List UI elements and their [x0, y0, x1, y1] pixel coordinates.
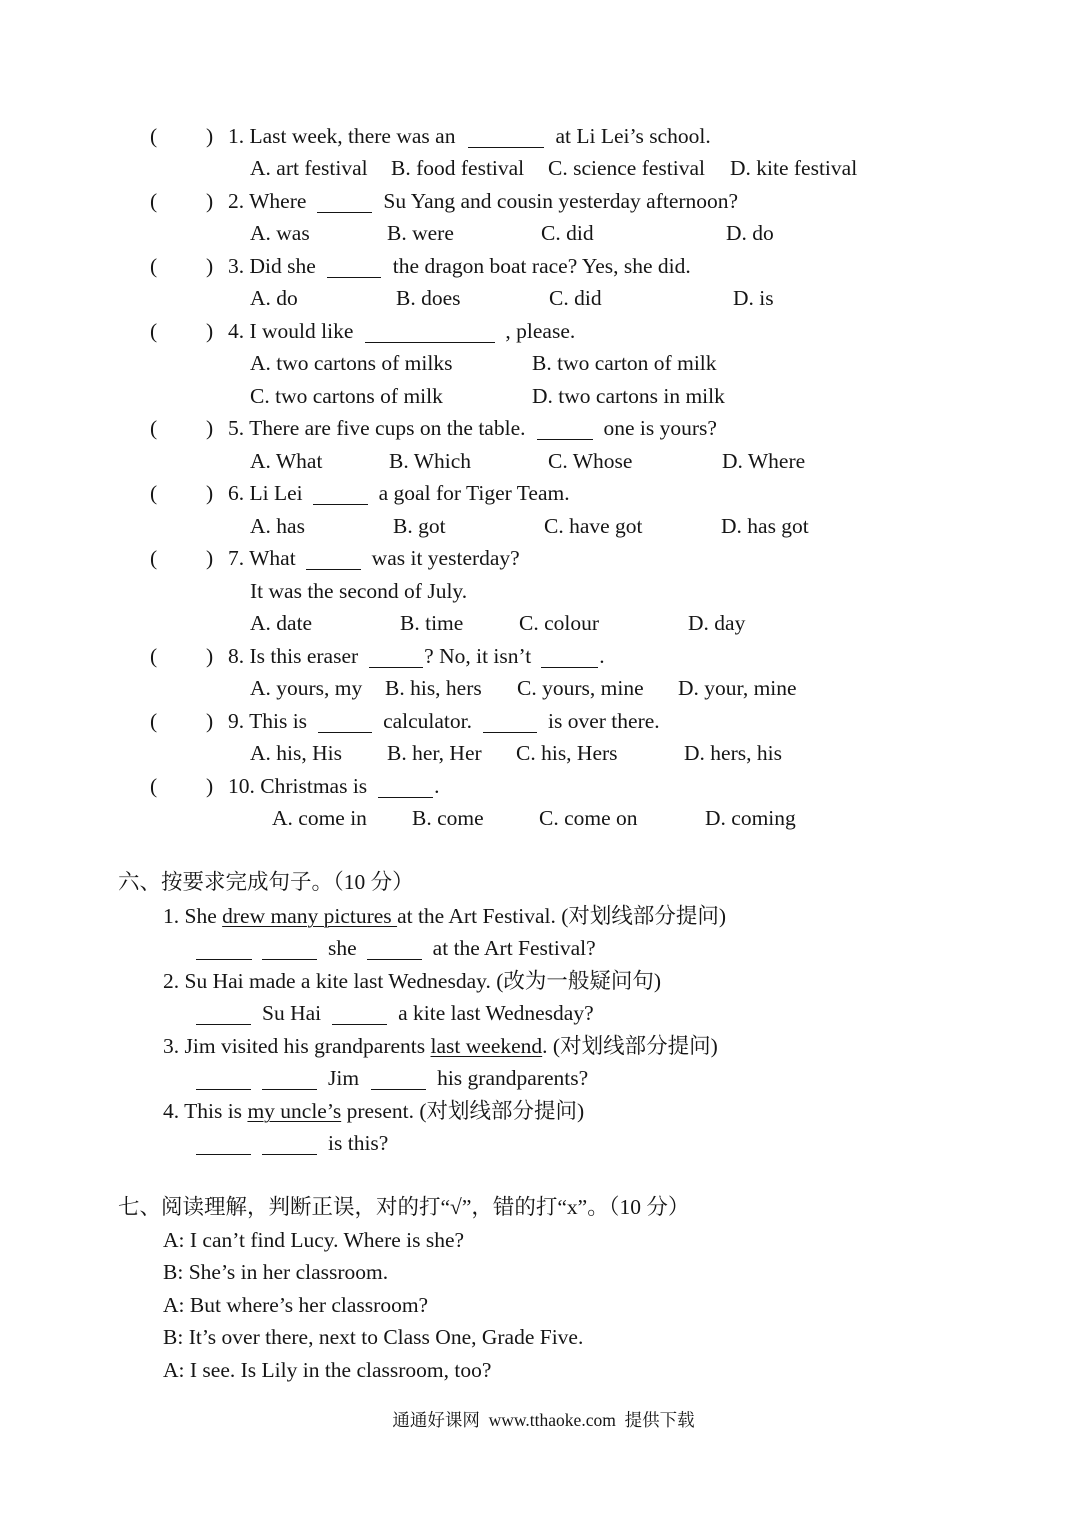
rewrite-sentence: [163, 903, 726, 929]
footer-site-name: 通通好课网: [392, 1410, 480, 1430]
answer-blank: [262, 1071, 317, 1090]
answer-bracket-open: (: [150, 254, 158, 278]
answer-line: [196, 935, 596, 961]
question-part: a goal for Tiger Team.: [378, 481, 570, 505]
answer-blank: [196, 1136, 251, 1155]
dialogue-line: [0, 1324, 1087, 1350]
option-d: D. your, mine: [678, 676, 797, 700]
sentence-text: at the Art Festival. (对划线部分提问): [397, 904, 727, 928]
answer-blank: [318, 714, 372, 733]
question-2: [0, 188, 1087, 214]
option-a: A. art festival: [250, 156, 368, 180]
rewrite-answer-3: [0, 1065, 1087, 1091]
question-4-options-row-1: [0, 350, 1087, 376]
answer-bracket-close: ): [206, 481, 214, 505]
option-b: B. her, Her: [387, 741, 482, 765]
question-part: ? No, it isn’t: [424, 644, 532, 668]
answer-blank: [196, 1071, 251, 1090]
rewrite-sentence: 2. Su Hai made a kite last Wednesday. (改为一般疑问句): [163, 969, 662, 993]
sentence-text: 3. Jim visited his grandparents: [163, 1034, 431, 1058]
answer-blank: [196, 1006, 251, 1025]
answer-blank: [313, 486, 368, 505]
answer-bracket-open: (: [150, 319, 158, 343]
question-part: 6. Li Lei: [228, 481, 303, 505]
question-8: [0, 643, 1087, 669]
dialogue-line: [0, 1292, 1087, 1318]
answer-blank: [327, 259, 381, 278]
rewrite-answer-1: [0, 935, 1087, 961]
option-c: C. did: [549, 286, 602, 310]
answer-line: [196, 1065, 588, 1091]
question-text: [228, 253, 691, 279]
option-d: D. do: [726, 221, 774, 245]
option-c: C. yours, mine: [517, 676, 644, 700]
question-part: calculator.: [383, 709, 473, 733]
question-3: [0, 253, 1087, 279]
footer-url: www.tthaoke.com: [488, 1410, 616, 1430]
question-1: [0, 123, 1087, 149]
answer-blank: [541, 649, 598, 668]
answer-text: Su Hai: [262, 1001, 322, 1025]
option-d: D. coming: [705, 806, 796, 830]
underlined-phrase: my uncle’s: [247, 1099, 342, 1123]
question-9: [0, 708, 1087, 734]
question-part: 8. Is this eraser: [228, 644, 359, 668]
question-text: [228, 318, 575, 344]
answer-bracket-open: (: [150, 774, 158, 798]
answer-blank: [483, 714, 537, 733]
answer-line: [196, 1130, 388, 1156]
answer-bracket-open: (: [150, 124, 158, 148]
question-part: 3. Did she: [228, 254, 316, 278]
dialogue-text: B: She’s in her classroom.: [163, 1260, 389, 1284]
answer-text: is this?: [328, 1131, 389, 1155]
answer-blank: [196, 941, 252, 960]
question-10-options: [0, 805, 1087, 831]
reply-line: It was the second of July.: [250, 579, 468, 603]
answer-blank: [371, 1071, 426, 1090]
section-heading: 七、阅读理解，判断正误，对的打“√”，错的打“x”。（10 分）: [118, 1195, 690, 1219]
option-d: D. kite festival: [730, 156, 858, 180]
answer-blank: [367, 941, 422, 960]
answer-blank: [537, 421, 593, 440]
question-text: [228, 545, 520, 571]
answer-blank: [262, 1136, 317, 1155]
question-part: 10. Christmas is: [228, 774, 368, 798]
answer-bracket-close: ): [206, 254, 214, 278]
option-a: A. come in: [272, 806, 367, 830]
question-6: [0, 480, 1087, 506]
question-4-options-row-2: [0, 383, 1087, 409]
option-a: A. What: [250, 449, 323, 473]
answer-blank: [468, 129, 544, 148]
answer-bracket-open: (: [150, 481, 158, 505]
dialogue-text: A: I see. Is Lily in the classroom, too?: [163, 1358, 492, 1382]
option-b: B. got: [393, 514, 446, 538]
question-part: 2. Where: [228, 189, 307, 213]
dialogue-line: [0, 1227, 1087, 1253]
question-text: [228, 415, 717, 441]
question-2-options: [0, 220, 1087, 246]
question-part: 1. Last week, there was an: [228, 124, 456, 148]
answer-blank: [306, 551, 361, 570]
option-c: C. science festival: [548, 156, 706, 180]
option-d: D. Where: [722, 449, 806, 473]
question-text: [228, 123, 711, 149]
question-part: one is yours?: [603, 416, 717, 440]
answer-text: at the Art Festival?: [432, 936, 596, 960]
question-7-options: [0, 610, 1087, 636]
option-c: C. his, Hers: [516, 741, 618, 765]
rewrite-item-2: [0, 968, 1087, 994]
answer-bracket-open: (: [150, 546, 158, 570]
question-part: Su Yang and cousin yesterday afternoon?: [383, 189, 739, 213]
question-5: [0, 415, 1087, 441]
question-part: .: [434, 774, 440, 798]
dialogue-text: A: But where’s her classroom?: [163, 1293, 429, 1317]
question-text: [228, 773, 440, 799]
sentence-text: 4. This is: [163, 1099, 248, 1123]
answer-bracket-close: ): [206, 319, 214, 343]
question-7: [0, 545, 1087, 571]
option-d: D. hers, his: [684, 741, 782, 765]
page-footer: [0, 1407, 1087, 1433]
question-part: 5. There are five cups on the table.: [228, 416, 526, 440]
option-c: C. colour: [519, 611, 600, 635]
footer-note: 提供下载: [624, 1410, 695, 1430]
option-d: D. is: [733, 286, 774, 310]
answer-bracket-open: (: [150, 189, 158, 213]
question-4: [0, 318, 1087, 344]
question-7-reply: [0, 578, 1087, 604]
question-6-options: [0, 513, 1087, 539]
answer-text: his grandparents?: [437, 1066, 589, 1090]
answer-blank: [369, 649, 423, 668]
sentence-text: 1. She: [163, 904, 223, 928]
option-b: B. two carton of milk: [532, 351, 717, 375]
sentence-text: . (对划线部分提问): [542, 1034, 718, 1058]
section-heading: 六、按要求完成句子。（10 分）: [118, 870, 414, 894]
question-part: 7. What: [228, 546, 296, 570]
question-part: at Li Lei’s school.: [555, 124, 711, 148]
rewrite-sentence: [163, 1033, 718, 1059]
option-c: C. two cartons of milk: [250, 384, 443, 408]
answer-bracket-close: ): [206, 546, 214, 570]
option-b: B. were: [387, 221, 454, 245]
answer-bracket-close: ): [206, 709, 214, 733]
option-c: C. come on: [539, 806, 638, 830]
answer-bracket-close: ): [206, 189, 214, 213]
question-3-options: [0, 285, 1087, 311]
answer-line: [196, 1000, 594, 1026]
option-a: A. date: [250, 611, 313, 635]
rewrite-item-1: [0, 903, 1087, 929]
underlined-phrase: drew many pictures: [222, 904, 398, 928]
question-text: [228, 480, 570, 506]
answer-text: a kite last Wednesday?: [398, 1001, 594, 1025]
rewrite-answer-2: [0, 1000, 1087, 1026]
option-d: D. day: [688, 611, 746, 635]
answer-bracket-open: (: [150, 709, 158, 733]
answer-blank: [262, 941, 317, 960]
option-c: C. have got: [544, 514, 643, 538]
question-5-options: [0, 448, 1087, 474]
sentence-text: present. (对划线部分提问): [341, 1099, 585, 1123]
option-a: A. yours, my: [250, 676, 363, 700]
rewrite-item-3: [0, 1033, 1087, 1059]
answer-text: she: [328, 936, 357, 960]
dialogue-line: [0, 1259, 1087, 1285]
question-10: [0, 773, 1087, 799]
answer-bracket-close: ): [206, 774, 214, 798]
question-text: [228, 188, 738, 214]
option-a: A. has: [250, 514, 305, 538]
question-8-options: [0, 675, 1087, 701]
option-d: D. has got: [721, 514, 809, 538]
question-part: the dragon boat race? Yes, she did.: [392, 254, 691, 278]
answer-bracket-open: (: [150, 416, 158, 440]
dialogue-text: A: I can’t find Lucy. Where is she?: [163, 1228, 465, 1252]
section-7-heading-row: [0, 1194, 1087, 1220]
answer-bracket-open: (: [150, 644, 158, 668]
question-part: is over there.: [548, 709, 660, 733]
question-text: [228, 643, 605, 669]
option-a: A. do: [250, 286, 298, 310]
option-b: B. food festival: [391, 156, 525, 180]
option-a: A. his, His: [250, 741, 342, 765]
rewrite-item-4: [0, 1098, 1087, 1124]
section-6-heading-row: [0, 869, 1087, 895]
answer-text: Jim: [328, 1066, 360, 1090]
question-part: 4. I would like: [228, 319, 354, 343]
answer-bracket-close: ): [206, 416, 214, 440]
question-text: [228, 708, 660, 734]
option-b: B. his, hers: [385, 676, 482, 700]
question-part: 9. This is: [228, 709, 308, 733]
option-c: C. Whose: [548, 449, 633, 473]
answer-blank: [365, 324, 495, 343]
dialogue-text: B: It’s over there, next to Class One, Grade Five.: [163, 1325, 584, 1349]
answer-blank: [317, 194, 372, 213]
option-b: B. does: [396, 286, 461, 310]
question-part: , please.: [505, 319, 576, 343]
option-b: B. come: [412, 806, 484, 830]
question-1-options: [0, 155, 1087, 181]
answer-blank: [378, 779, 433, 798]
option-b: B. Which: [389, 449, 472, 473]
question-part: .: [599, 644, 605, 668]
answer-blank: [332, 1006, 387, 1025]
underlined-phrase: last weekend: [430, 1034, 543, 1058]
option-a: A. two cartons of milks: [250, 351, 453, 375]
rewrite-answer-4: [0, 1130, 1087, 1156]
option-b: B. time: [400, 611, 464, 635]
dialogue-line: [0, 1357, 1087, 1383]
answer-bracket-close: ): [206, 124, 214, 148]
option-c: C. did: [541, 221, 594, 245]
option-a: A. was: [250, 221, 310, 245]
question-9-options: [0, 740, 1087, 766]
rewrite-sentence: [163, 1098, 584, 1124]
question-part: was it yesterday?: [371, 546, 520, 570]
answer-bracket-close: ): [206, 644, 214, 668]
option-d: D. two cartons in milk: [532, 384, 725, 408]
